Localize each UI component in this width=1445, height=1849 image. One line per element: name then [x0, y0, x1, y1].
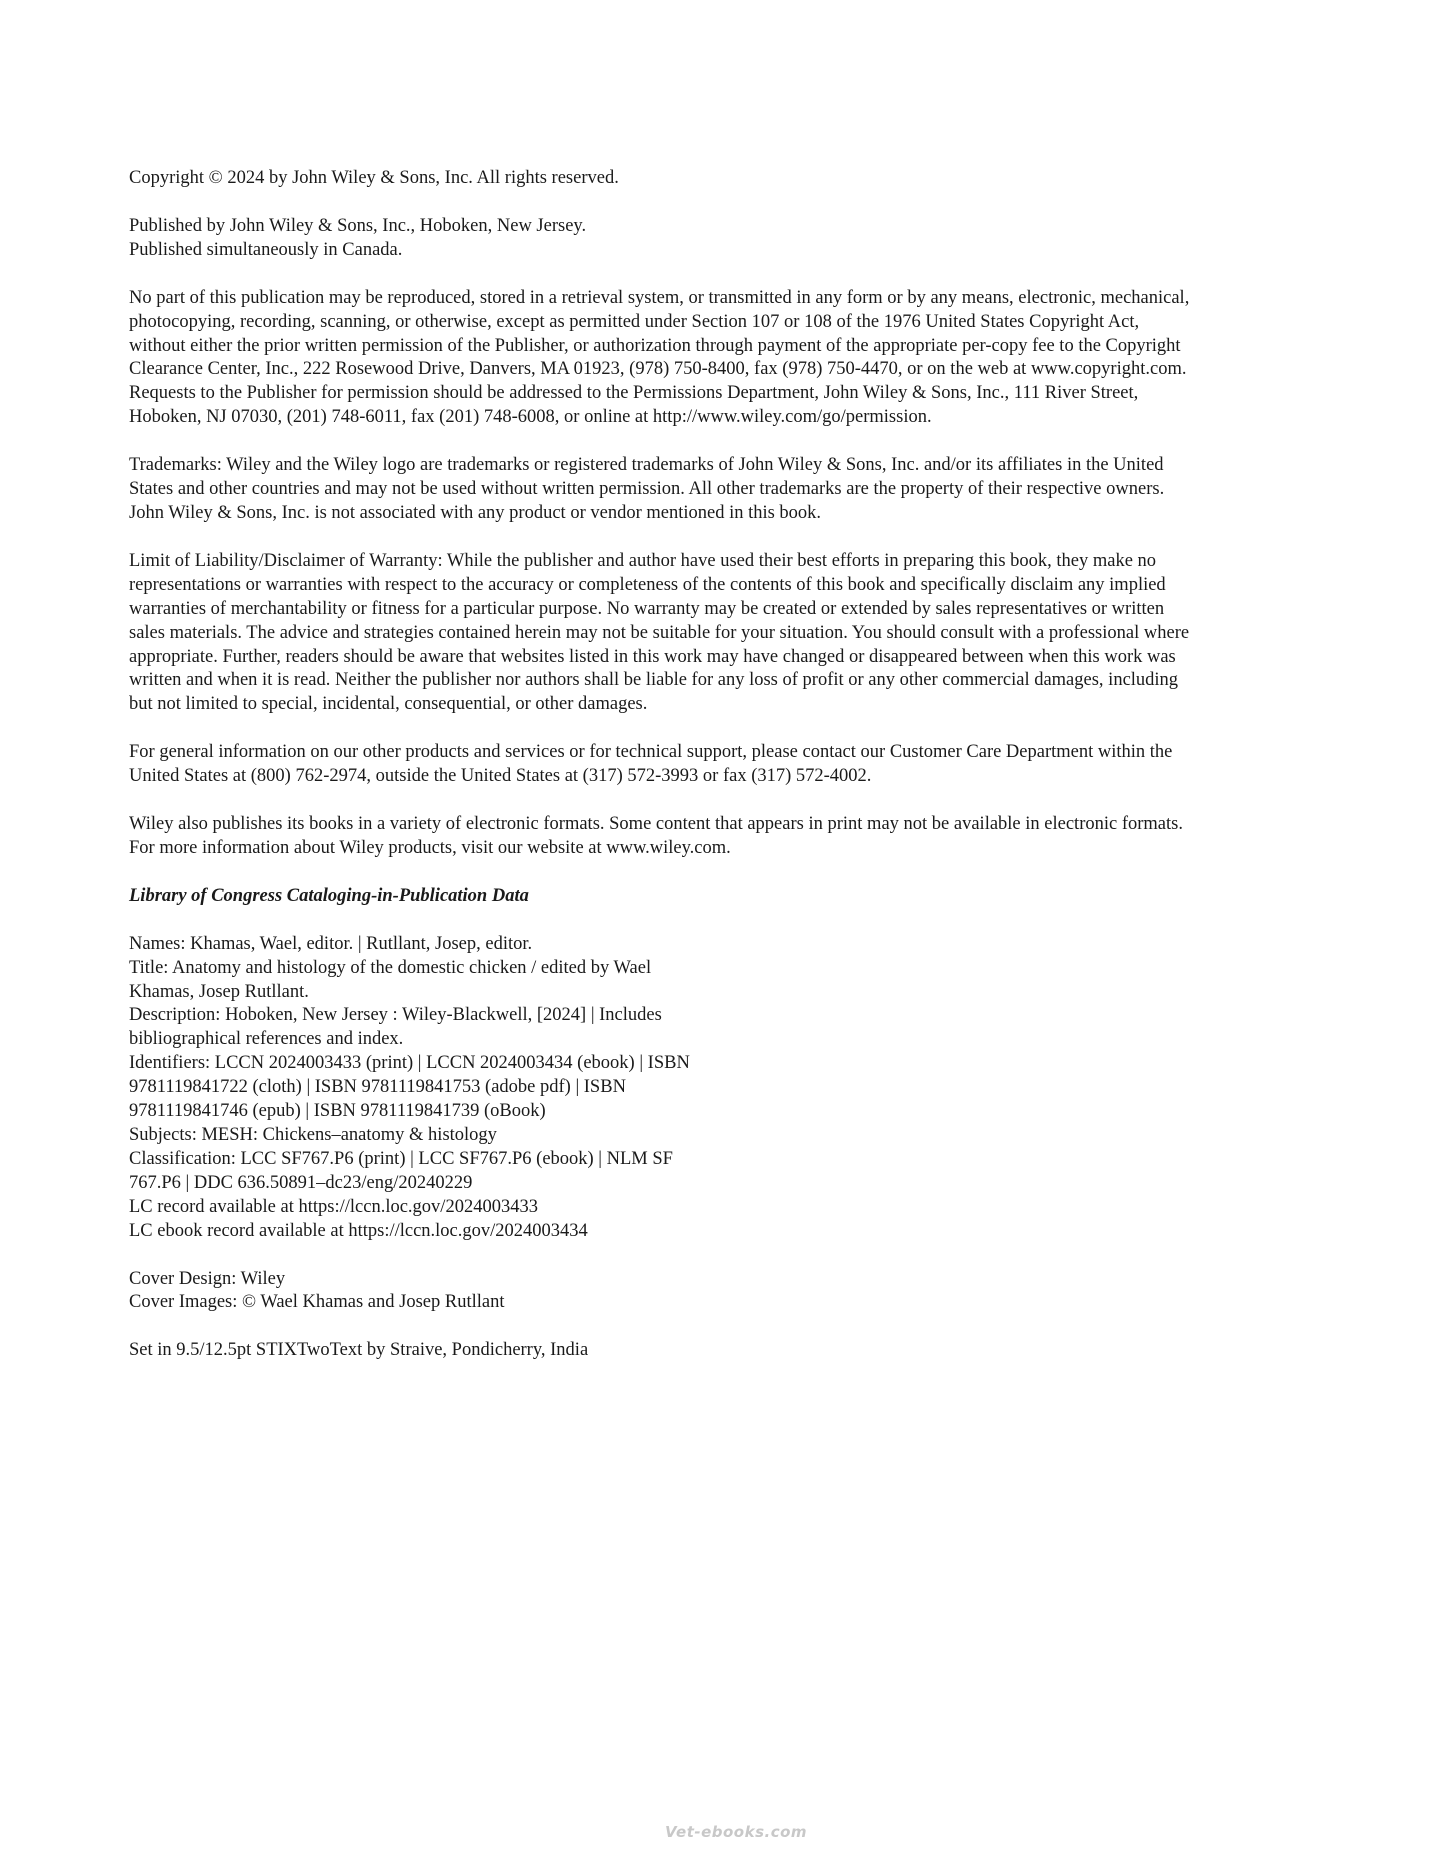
permission-line: No part of this publication may be reproduced, stored in a retrieval system, or transmitted in any form or by any means, electronic, mechanical, [129, 287, 1190, 308]
permission-paragraph [129, 287, 1289, 430]
permission-line: photocopying, recording, scanning, or otherwise, except as permitted under Section 107 or 108 of the 1976 United States Copyright Act, [129, 311, 1140, 332]
trademarks-line: Trademarks: Wiley and the Wiley logo are trademarks or registered trademarks of John Wiley & Sons, Inc. and/or its affiliates in the United [129, 455, 1164, 476]
cip-title-line: Khamas, Josep Rutllant. [129, 981, 309, 1002]
cip-subjects: Subjects: MESH: Chickens–anatomy & histology [129, 1125, 497, 1145]
general-info-paragraph [129, 741, 1289, 789]
typeset-info [129, 1339, 1289, 1363]
liability-line: Limit of Liability/Disclaimer of Warranty: While the publisher and author have used their best efforts in preparing this book, they make no [129, 550, 1157, 571]
cip-title-line: Title: Anatomy and histology of the domestic chicken / edited by Wael [129, 957, 652, 978]
cip-classification-line: 767.P6 | DDC 636.50891–dc23/eng/20240229 [129, 1172, 473, 1193]
liability-line: warranties of merchantability or fitness for a particular purpose. No warranty may be created or extended by sales representatives or written [129, 598, 1165, 619]
liability-line: representations or warranties with respect to the accuracy or completeness of the contents of this book and specifically disclaim any implied [129, 574, 1166, 595]
trademarks-line: States and other countries and may not be used without written permission. All other trademarks are the property of their respective owners. [129, 479, 1165, 500]
liability-line: sales materials. The advice and strategies contained herein may not be suitable for your situation. You should consult with a professional where [129, 622, 1190, 643]
general-info-line: United States at (800) 762-2974, outside the United States at (317) 572-3993 or fax (317) 572-4002. [129, 766, 872, 787]
published-canada-line: Published simultaneously in Canada. [129, 239, 403, 260]
copyright-line: Copyright © 2024 by John Wiley & Sons, Inc. All rights reserved. [129, 168, 619, 188]
cip-description [129, 1004, 1289, 1052]
cip-heading: Library of Congress Cataloging-in-Publication Data [129, 885, 529, 906]
watermark-logo: Vet-ebooks.com [665, 1823, 808, 1841]
cip-description-line: Description: Hoboken, New Jersey : Wiley-Blackwell, [2024] | Includes [129, 1005, 662, 1026]
cip-title [129, 957, 1289, 1005]
trademarks-paragraph [129, 454, 1289, 526]
cip-description-line: bibliographical references and index. [129, 1029, 404, 1050]
cip-identifiers [129, 1052, 1289, 1124]
typeset-line: Set in 9.5/12.5pt STIXTwoText by Straive, Pondicherry, India [129, 1340, 589, 1361]
cip-classification [129, 1148, 1289, 1196]
liability-line: but not limited to special, incidental, consequential, or other damages. [129, 694, 648, 715]
electronic-line: For more information about Wiley products, visit our website at www.wiley.com. [129, 837, 731, 858]
lc-record-link: LC record available at https://lccn.loc.gov/2024003433 [129, 1196, 538, 1217]
permission-line: without either the prior written permission of the Publisher, or authorization through payment of the appropriate per-copy fee to the Copyright [129, 335, 1181, 356]
cip-identifiers-line: 9781119841746 (epub) | ISBN 9781119841739 (oBook) [129, 1101, 546, 1122]
electronic-line: Wiley also publishes its books in a variety of electronic formats. Some content that appears in print may not be available in electronic formats. [129, 814, 1183, 835]
liability-line: written and when it is read. Neither the publisher nor authors shall be liable for any loss of profit or any other commercial damages, including [129, 670, 1179, 691]
lc-ebook-record-link: LC ebook record available at https://lccn.loc.gov/2024003434 [129, 1220, 588, 1241]
publisher-info [129, 215, 1289, 263]
permission-line: Hoboken, NJ 07030, (201) 748-6011, fax (201) 748-6008, or online at http://www.wiley.com/go/permission. [129, 407, 932, 428]
liability-line: appropriate. Further, readers should be aware that websites listed in this work may have changed or disappeared between when this work was [129, 646, 1176, 667]
cip-data [129, 933, 1289, 1244]
general-info-line: For general information on our other products and services or for technical support, please contact our Customer Care Department within the [129, 742, 1173, 763]
cover-credits [129, 1268, 1289, 1316]
permission-line: Clearance Center, Inc., 222 Rosewood Drive, Danvers, MA 01923, (978) 750-8400, fax (978) 750-4470, or on the web at www.copyright.com. [129, 359, 1187, 380]
cip-classification-line: Classification: LCC SF767.P6 (print) | LCC SF767.P6 (ebook) | NLM SF [129, 1148, 673, 1169]
liability-paragraph [129, 550, 1289, 717]
cip-identifiers-line: 9781119841722 (cloth) | ISBN 9781119841753 (adobe pdf) | ISBN [129, 1077, 626, 1098]
permission-line: Requests to the Publisher for permission should be addressed to the Permissions Department, John Wiley & Sons, Inc., 111 River Street, [129, 383, 1139, 404]
cover-images-line: Cover Images: © Wael Khamas and Josep Rutllant [129, 1292, 505, 1313]
trademarks-line: John Wiley & Sons, Inc. is not associated with any product or vendor mentioned in this book. [129, 502, 822, 523]
copyright-notice [129, 167, 1289, 191]
cover-design-line: Cover Design: Wiley [129, 1268, 286, 1289]
electronic-formats-paragraph [129, 813, 1289, 861]
published-line: Published by John Wiley & Sons, Inc., Hoboken, New Jersey. [129, 215, 587, 236]
copyright-page [129, 167, 1289, 1387]
cip-identifiers-line: Identifiers: LCCN 2024003433 (print) | LCCN 2024003434 (ebook) | ISBN [129, 1053, 690, 1074]
cip-names: Names: Khamas, Wael, editor. | Rutllant, Josep, editor. [129, 933, 533, 954]
